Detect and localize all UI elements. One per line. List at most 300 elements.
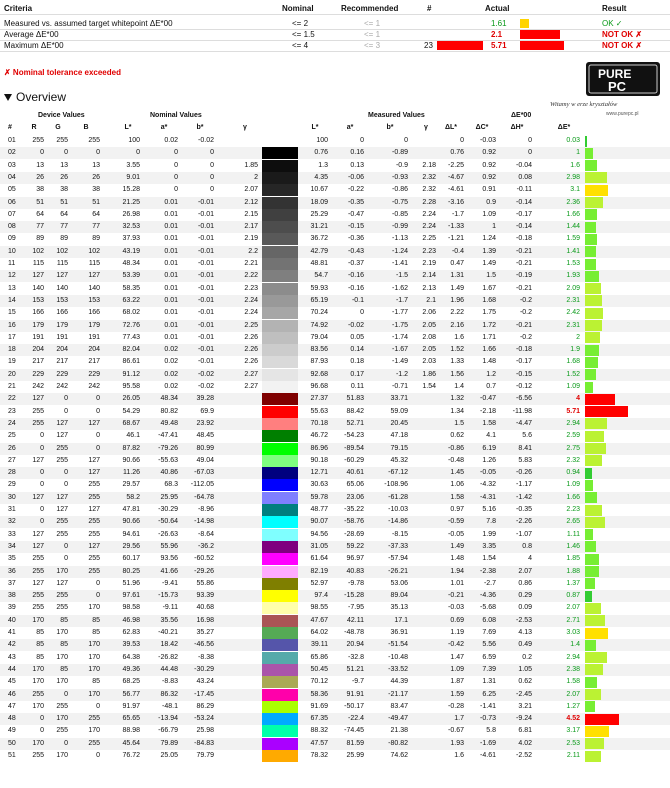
cell-mg: 2.24 bbox=[422, 223, 436, 231]
cell-a: 35.56 bbox=[160, 616, 178, 624]
cell-a: -9.11 bbox=[162, 604, 178, 612]
cell-num: 24 bbox=[8, 419, 16, 427]
cell-b: 102 bbox=[88, 247, 100, 255]
cell-ma: -0.06 bbox=[348, 173, 364, 181]
col-header-dE: ΔE* bbox=[557, 124, 571, 131]
cell-mL: 79.04 bbox=[310, 333, 328, 341]
cell-dL: 0.62 bbox=[450, 432, 464, 440]
cell-dL: 1.94 bbox=[450, 567, 464, 575]
cell-dH: -0.11 bbox=[516, 186, 532, 194]
color-swatch bbox=[262, 627, 298, 639]
cell-r: 0 bbox=[40, 444, 44, 452]
cell-dC: 5.16 bbox=[482, 506, 496, 513]
cell-r: 0 bbox=[40, 481, 44, 489]
cell-dC: 1.99 bbox=[482, 530, 496, 538]
cell-b2: 23.92 bbox=[196, 419, 214, 427]
cell-dL: -1.7 bbox=[451, 210, 464, 218]
cell-b2: 55.86 bbox=[196, 579, 214, 587]
cell-num: 12 bbox=[8, 272, 16, 280]
cell-gamma: 2 bbox=[254, 173, 258, 181]
cell-mb: -1.62 bbox=[392, 284, 408, 292]
cell-dL: -0.21 bbox=[448, 592, 464, 600]
cell-b: 255 bbox=[88, 137, 100, 144]
cell-dE: 1.11 bbox=[566, 530, 580, 538]
cell-g: 127 bbox=[56, 493, 68, 501]
cell-mb: -0.86 bbox=[392, 186, 408, 194]
cell-a: 0.01 bbox=[164, 210, 178, 218]
cell-r: 166 bbox=[32, 309, 44, 317]
cell-g: 0 bbox=[64, 407, 68, 415]
de-bar bbox=[585, 172, 607, 183]
cell-mg: 2.25 bbox=[422, 235, 436, 243]
cell-dH: -0.21 bbox=[516, 321, 532, 329]
de-bar bbox=[585, 259, 596, 270]
color-swatch bbox=[262, 320, 298, 332]
cell-num: 50 bbox=[8, 739, 16, 747]
nominal-header: Nominal bbox=[282, 4, 314, 13]
cell-mg: 2.14 bbox=[422, 272, 436, 280]
cell-g: 170 bbox=[56, 629, 68, 636]
criteria-result: NOT OK ✗ bbox=[602, 30, 643, 39]
cell-dL: 1.31 bbox=[450, 272, 464, 280]
cell-mb: -80.82 bbox=[388, 739, 408, 747]
cell-ma: 20.94 bbox=[346, 641, 364, 649]
cell-dH: -0.21 bbox=[516, 247, 532, 255]
cell-dL: 1.01 bbox=[450, 579, 464, 587]
cell-mb: -1.24 bbox=[392, 247, 408, 255]
table-row bbox=[0, 258, 670, 270]
cell-dE: 1.09 bbox=[566, 383, 580, 390]
cell-num: 22 bbox=[8, 395, 16, 403]
cell-num: 23 bbox=[8, 407, 16, 415]
cell-b2: -0.01 bbox=[198, 198, 214, 206]
cell-dH: 4.02 bbox=[518, 739, 532, 747]
cell-r: 127 bbox=[32, 456, 44, 464]
cell-gamma: 2.24 bbox=[244, 309, 258, 317]
cell-dL: 1.32 bbox=[450, 395, 464, 403]
cell-r: 0 bbox=[40, 715, 44, 723]
cell-dH: -0.21 bbox=[516, 260, 532, 267]
col-header-mL: L* bbox=[311, 124, 319, 131]
cell-mL: 1.3 bbox=[318, 161, 328, 169]
criteria-label: Measured vs. assumed target whitepoint ΔE*00 bbox=[4, 19, 173, 28]
table-row bbox=[0, 320, 670, 332]
cell-mb: -0.71 bbox=[392, 383, 408, 390]
cell-dE: 5.71 bbox=[566, 407, 580, 415]
cell-gamma: 2.21 bbox=[244, 260, 258, 267]
cell-ma: -0.22 bbox=[348, 186, 364, 194]
cell-dE: 2.31 bbox=[566, 321, 580, 329]
cell-dL: 2.22 bbox=[450, 309, 464, 317]
cell-dE: 1.46 bbox=[566, 542, 580, 550]
cell-b: 127 bbox=[88, 419, 100, 427]
cell-a: 41.66 bbox=[160, 567, 178, 575]
criteria-label: Average ΔE*00 bbox=[4, 30, 59, 39]
table-row bbox=[0, 541, 670, 553]
cell-dH: -0.14 bbox=[516, 198, 532, 206]
criteria-bar bbox=[520, 19, 529, 28]
cell-r: 255 bbox=[32, 407, 44, 415]
cell-b: 13 bbox=[92, 161, 100, 169]
cell-L: 88.98 bbox=[122, 727, 140, 735]
cell-r: 85 bbox=[36, 653, 44, 661]
table-row bbox=[0, 356, 670, 368]
cell-dL: -1.33 bbox=[448, 223, 464, 231]
cell-mL: 54.7 bbox=[314, 272, 328, 280]
cell-dC: 0.92 bbox=[482, 149, 496, 157]
cell-a: 0.01 bbox=[164, 198, 178, 206]
cell-mg: 1.86 bbox=[422, 370, 436, 378]
cell-dE: 2.75 bbox=[566, 444, 580, 452]
cell-dH: -0.14 bbox=[516, 223, 532, 231]
cell-a: 0.01 bbox=[164, 296, 178, 304]
cell-dC: 1 bbox=[492, 223, 496, 231]
cell-dE: 1.68 bbox=[566, 358, 580, 366]
cell-mg: 2.23 bbox=[422, 247, 436, 255]
color-swatch bbox=[262, 221, 298, 233]
cell-mL: 52.97 bbox=[310, 579, 328, 587]
cell-g: 0 bbox=[64, 690, 68, 698]
cell-a: -8.83 bbox=[162, 678, 178, 686]
cell-r: 64 bbox=[36, 210, 44, 218]
color-swatch bbox=[262, 479, 298, 491]
cell-ma: -60.29 bbox=[344, 456, 364, 464]
cell-dL: -0.48 bbox=[448, 456, 464, 464]
cell-dL: -0.4 bbox=[451, 247, 464, 255]
cell-b2: -0.01 bbox=[198, 260, 214, 267]
cell-dE: 2.38 bbox=[566, 665, 580, 673]
cell-mL: 30.63 bbox=[310, 481, 328, 489]
cell-ma: -28.69 bbox=[344, 530, 364, 538]
cell-num: 42 bbox=[8, 641, 16, 649]
cell-num: 13 bbox=[8, 284, 16, 292]
overview-title: Overview bbox=[16, 90, 67, 104]
cell-ma: -9.78 bbox=[348, 579, 364, 587]
cell-mL: 87.93 bbox=[310, 358, 328, 366]
cell-mb: -1.13 bbox=[392, 235, 408, 243]
cell-mb: 35.13 bbox=[390, 604, 408, 612]
cell-mb: 36.91 bbox=[390, 629, 408, 636]
cell-b2: 16.98 bbox=[196, 616, 214, 624]
cell-mb: -1.49 bbox=[392, 358, 408, 366]
cell-mL: 47.57 bbox=[310, 739, 328, 747]
cell-mg: 2.05 bbox=[422, 321, 436, 329]
color-swatch bbox=[262, 553, 298, 565]
cell-L: 11.26 bbox=[123, 469, 140, 477]
color-swatch bbox=[262, 406, 298, 418]
cell-ma: 0.18 bbox=[350, 358, 364, 366]
cell-mg: 2.05 bbox=[422, 346, 436, 354]
de-bar bbox=[585, 541, 596, 552]
cell-ma: 51.21 bbox=[346, 665, 364, 673]
de-bar bbox=[585, 652, 607, 663]
color-swatch bbox=[262, 344, 298, 356]
de-bar bbox=[585, 566, 599, 577]
overview-toggle[interactable] bbox=[4, 90, 66, 104]
cell-b: 127 bbox=[88, 542, 100, 550]
cell-g: 170 bbox=[56, 653, 68, 661]
cell-dL: 1.4 bbox=[454, 383, 464, 390]
criteria-bar bbox=[520, 41, 564, 50]
cell-a: 0 bbox=[174, 173, 178, 181]
color-swatch bbox=[262, 738, 298, 750]
cell-b: 85 bbox=[92, 678, 100, 686]
table-row bbox=[0, 467, 670, 479]
cell-mb: -1.67 bbox=[392, 346, 408, 354]
cell-ma: -7.95 bbox=[348, 604, 364, 612]
cell-g: 38 bbox=[60, 186, 68, 194]
cell-mL: 10.67 bbox=[310, 186, 328, 194]
cell-b: 127 bbox=[88, 469, 100, 477]
table-row bbox=[0, 492, 670, 504]
cell-b2: -46.56 bbox=[194, 641, 214, 649]
cell-dE: 2.11 bbox=[566, 752, 580, 759]
cell-dH: -1.42 bbox=[516, 493, 532, 501]
cell-mL: 94.56 bbox=[310, 530, 328, 538]
cell-mb: -57.94 bbox=[388, 555, 408, 563]
table-row bbox=[0, 332, 670, 344]
cell-L: 87.82 bbox=[122, 444, 140, 452]
color-swatch bbox=[262, 233, 298, 245]
cell-dL: 2.16 bbox=[450, 321, 464, 329]
cell-dH: 0.2 bbox=[522, 653, 532, 661]
cell-dL: 1.59 bbox=[450, 690, 464, 698]
cell-a: 0.02 bbox=[164, 370, 178, 378]
cell-L: 58.2 bbox=[126, 493, 140, 501]
de-bar bbox=[585, 615, 605, 626]
cell-g: 170 bbox=[56, 678, 68, 686]
color-swatch bbox=[262, 307, 298, 319]
cell-num: 27 bbox=[8, 456, 16, 464]
cell-g: 0 bbox=[64, 739, 68, 747]
cell-mb: 47.18 bbox=[390, 432, 408, 440]
cell-r: 0 bbox=[40, 149, 44, 157]
cell-a: 0.01 bbox=[164, 235, 178, 243]
cell-b: 170 bbox=[88, 653, 100, 661]
cell-dC: 6.25 bbox=[482, 690, 496, 698]
cell-dE: 2.23 bbox=[566, 506, 580, 513]
count-block bbox=[437, 41, 483, 50]
cell-dH: -0.17 bbox=[516, 358, 532, 366]
cell-dH: 0.49 bbox=[518, 641, 532, 649]
cell-dE: 1.52 bbox=[566, 370, 580, 378]
cell-dH: -1.07 bbox=[516, 530, 532, 538]
cell-g: 255 bbox=[56, 444, 68, 452]
cell-L: 49.36 bbox=[122, 665, 140, 673]
cell-mb: -21.17 bbox=[388, 690, 408, 698]
cell-L: 0 bbox=[136, 149, 140, 157]
cell-r: 0 bbox=[40, 727, 44, 735]
cell-b: 0 bbox=[96, 579, 100, 587]
cell-L: 54.29 bbox=[122, 407, 140, 415]
cell-g: 0 bbox=[64, 481, 68, 489]
cell-mL: 25.29 bbox=[310, 210, 328, 218]
cell-a: -9.41 bbox=[162, 579, 178, 587]
cell-num: 38 bbox=[8, 592, 16, 600]
cell-dH: -0.18 bbox=[516, 346, 532, 354]
cell-a: 0.02 bbox=[164, 137, 178, 144]
table-row bbox=[0, 406, 670, 418]
de-bar bbox=[585, 234, 597, 245]
color-swatch bbox=[262, 516, 298, 528]
de-bar bbox=[585, 271, 599, 282]
cell-mL: 92.68 bbox=[310, 370, 328, 378]
cell-mb: -0.93 bbox=[392, 173, 408, 181]
cell-a: -15.73 bbox=[158, 592, 178, 600]
cell-mb: -51.54 bbox=[388, 641, 408, 649]
cell-mL: 90.07 bbox=[310, 518, 328, 526]
col-header-dC: ΔC* bbox=[475, 124, 489, 131]
cell-mb: -0.89 bbox=[392, 149, 408, 157]
de-bar bbox=[585, 320, 602, 331]
cell-dH: -2.52 bbox=[516, 752, 532, 759]
de-bar bbox=[585, 295, 602, 306]
cell-L: 94.61 bbox=[122, 530, 140, 538]
cell-dL: 1.58 bbox=[450, 493, 464, 501]
cell-ma: 51.83 bbox=[346, 395, 364, 403]
cell-dL: 1.96 bbox=[450, 296, 464, 304]
cell-dL: 1.34 bbox=[450, 407, 464, 415]
criteria-row bbox=[0, 29, 670, 40]
cell-L: 91.12 bbox=[122, 370, 140, 378]
cell-ma: 0.16 bbox=[350, 149, 364, 157]
col-header-b2: b* bbox=[196, 124, 204, 131]
cell-b: 0 bbox=[96, 444, 100, 452]
cell-dE: 2.07 bbox=[566, 690, 580, 698]
col-header-ma: a* bbox=[346, 124, 354, 131]
cell-mb: -1.7 bbox=[395, 296, 408, 304]
cell-mL: 48.81 bbox=[310, 260, 328, 267]
table-row bbox=[0, 172, 670, 184]
cell-dE: 1 bbox=[576, 149, 580, 157]
cell-mL: 91.69 bbox=[310, 702, 328, 710]
cell-ma: 0.14 bbox=[350, 346, 364, 354]
cell-mg: 2.19 bbox=[422, 260, 436, 267]
de-bar bbox=[585, 369, 596, 380]
de-bar bbox=[585, 197, 603, 208]
cell-mL: 58.36 bbox=[310, 690, 328, 698]
de-bar bbox=[585, 209, 597, 220]
cell-a: 0.02 bbox=[164, 358, 178, 366]
cell-L: 90.66 bbox=[122, 518, 140, 526]
cell-dE: 2.65 bbox=[566, 518, 580, 526]
de-bar bbox=[585, 701, 595, 712]
color-swatch bbox=[262, 615, 298, 627]
cell-num: 48 bbox=[8, 715, 16, 723]
cell-dH: 0 bbox=[528, 149, 532, 157]
cell-b2: -0.01 bbox=[198, 309, 214, 317]
cell-L: 91.97 bbox=[122, 702, 140, 710]
cell-b: 0 bbox=[96, 432, 100, 440]
cell-num: 32 bbox=[8, 518, 16, 526]
cell-g: 127 bbox=[56, 579, 68, 587]
table-row bbox=[0, 430, 670, 442]
criteria-nominal: <= 2 bbox=[292, 19, 309, 28]
cell-b2: -17.45 bbox=[194, 690, 214, 698]
color-swatch bbox=[262, 172, 298, 184]
cell-b: 179 bbox=[88, 321, 100, 329]
cell-L: 68.67 bbox=[122, 419, 140, 427]
cell-mb: -0.9 bbox=[395, 161, 408, 169]
de-bar bbox=[585, 406, 628, 417]
criteria-nominal: <= 1.5 bbox=[292, 30, 315, 39]
cell-r: 127 bbox=[32, 395, 44, 403]
cell-dC: -0.05 bbox=[480, 469, 496, 477]
cell-dL: -0.05 bbox=[448, 530, 464, 538]
cell-dC: 6.19 bbox=[482, 444, 496, 452]
cell-g: 0 bbox=[64, 469, 68, 477]
cell-b: 255 bbox=[88, 481, 100, 489]
cell-num: 25 bbox=[8, 432, 16, 440]
cell-dE: 1.37 bbox=[566, 579, 580, 587]
criteria-nominal: <= 4 bbox=[292, 41, 309, 50]
cell-a: 0.01 bbox=[164, 333, 178, 341]
cell-a: 0.01 bbox=[164, 321, 178, 329]
cell-a: -50.64 bbox=[158, 518, 178, 526]
cell-b: 166 bbox=[88, 309, 100, 317]
criteria-actual: 1.61 bbox=[491, 19, 507, 28]
cell-dC: 1.31 bbox=[482, 678, 496, 686]
table-row bbox=[0, 590, 670, 602]
cell-dC: -2.38 bbox=[480, 567, 496, 575]
table-row bbox=[0, 664, 670, 676]
cell-b2: 0 bbox=[210, 161, 214, 169]
cell-ma: -50.17 bbox=[344, 702, 364, 710]
color-swatch bbox=[262, 295, 298, 307]
table-row bbox=[0, 504, 670, 516]
cell-dE: 2.94 bbox=[566, 653, 580, 661]
de-bar bbox=[585, 468, 592, 479]
cell-g: 255 bbox=[56, 592, 68, 600]
cell-num: 26 bbox=[8, 444, 16, 452]
de-bar bbox=[585, 480, 593, 491]
de-values-header: ΔE*00 bbox=[511, 112, 532, 119]
de-bar bbox=[585, 603, 601, 614]
cell-mb: -10.48 bbox=[388, 653, 408, 661]
cell-dL: 1.06 bbox=[450, 481, 464, 489]
cell-ma: -22.4 bbox=[348, 715, 364, 723]
cell-gamma: 2.07 bbox=[244, 186, 258, 194]
col-header-L: L* bbox=[124, 124, 132, 131]
cell-mb: 79.15 bbox=[390, 444, 408, 452]
cell-r: 89 bbox=[36, 235, 44, 243]
cell-dC: 1.5 bbox=[486, 272, 496, 280]
cell-dE: 1.27 bbox=[566, 702, 580, 710]
cell-dC: 1.71 bbox=[482, 333, 496, 341]
cell-dH: 2.07 bbox=[518, 567, 532, 575]
cell-num: 19 bbox=[8, 358, 16, 366]
cell-dL: 1.6 bbox=[454, 752, 464, 759]
cell-a: 0 bbox=[174, 186, 178, 194]
cell-dL: -0.59 bbox=[448, 518, 464, 526]
table-row bbox=[0, 553, 670, 565]
cell-ma: -9.7 bbox=[351, 678, 364, 686]
cell-dL: -0.03 bbox=[448, 604, 464, 612]
cell-dE: 1.6 bbox=[570, 161, 580, 169]
cell-a: -79.26 bbox=[158, 444, 178, 452]
color-swatch bbox=[262, 270, 298, 282]
criteria-row bbox=[0, 40, 670, 51]
de-bar bbox=[585, 751, 601, 762]
cell-b2: 40.68 bbox=[196, 604, 214, 612]
cell-dC: 1.75 bbox=[482, 309, 496, 317]
cell-b2: -30.29 bbox=[194, 665, 214, 673]
criteria-row bbox=[0, 18, 670, 29]
cell-mL: 18.09 bbox=[310, 198, 328, 206]
cell-dH: -2.26 bbox=[516, 518, 532, 526]
cell-dL: 1.52 bbox=[450, 346, 464, 354]
color-swatch bbox=[262, 443, 298, 455]
